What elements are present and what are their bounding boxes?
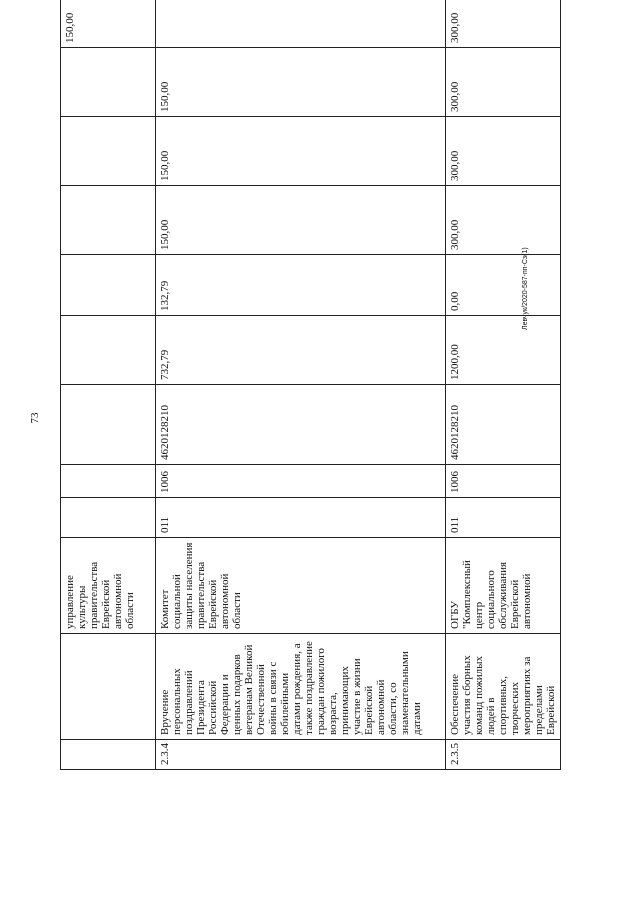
value-cell: 0,00: [446, 255, 561, 316]
value-cell: 300,00: [446, 117, 561, 186]
csr-cell: 4620128210: [156, 385, 446, 465]
budget-table: [60, 0, 561, 770]
rzpr-cell: 1006: [446, 465, 561, 498]
value-cell: 150,00: [61, 0, 156, 48]
executor-cell: Комитет социальной защиты населения правительства Еврейской автономной области: [156, 538, 446, 634]
value-cell: 150,00: [156, 186, 446, 255]
executor-cell: управление культуры правительства Еврейской автономной области: [61, 538, 156, 634]
value-cell: 300,00: [446, 186, 561, 255]
row-number-cell: 2.3.5: [446, 740, 561, 770]
value-cell: 300,00: [446, 0, 561, 48]
value-cell: 300,00: [446, 48, 561, 117]
rzpr-cell: 1006: [156, 465, 446, 498]
csr-cell: 4620128210: [446, 385, 561, 465]
grbs-cell: 011: [446, 498, 561, 538]
grbs-cell: 011: [156, 498, 446, 538]
measure-name-cell: Обеспечение участия сборных команд пожилых людей в спортивных, творческих мероприятиях за пределами Еврейской: [446, 634, 561, 740]
value-cell: 132,79: [156, 255, 446, 316]
row-number-cell: 2.3.4: [156, 740, 446, 770]
page-number: 73: [29, 412, 41, 424]
table-row: [61, 0, 156, 770]
value-cell: 150,00: [156, 117, 446, 186]
value-cell: 150,00: [156, 48, 446, 117]
table-row: [446, 0, 561, 770]
budget-table-rotated: [60, 10, 557, 770]
document-reference: Левчук/2020-587-пп-Сз(1): [522, 247, 529, 330]
total-cell: 1200,00: [446, 316, 561, 385]
total-cell: 732,79: [156, 316, 446, 385]
table-row: [156, 0, 446, 770]
executor-cell: ОГБУ "Комплексный центр социального обслуживания Еврейской автономной: [446, 538, 561, 634]
measure-name-cell: Вручение персональных поздравлений Президента Российской Федерации и ценных подарков ветеранам Великой Отечественной войны в связи с юбилейными датами рождения, а также поздравление граждан пожилого возраста, принимающих участие в жизни Еврейской автономной области, со знаменательными датами: [156, 634, 446, 740]
